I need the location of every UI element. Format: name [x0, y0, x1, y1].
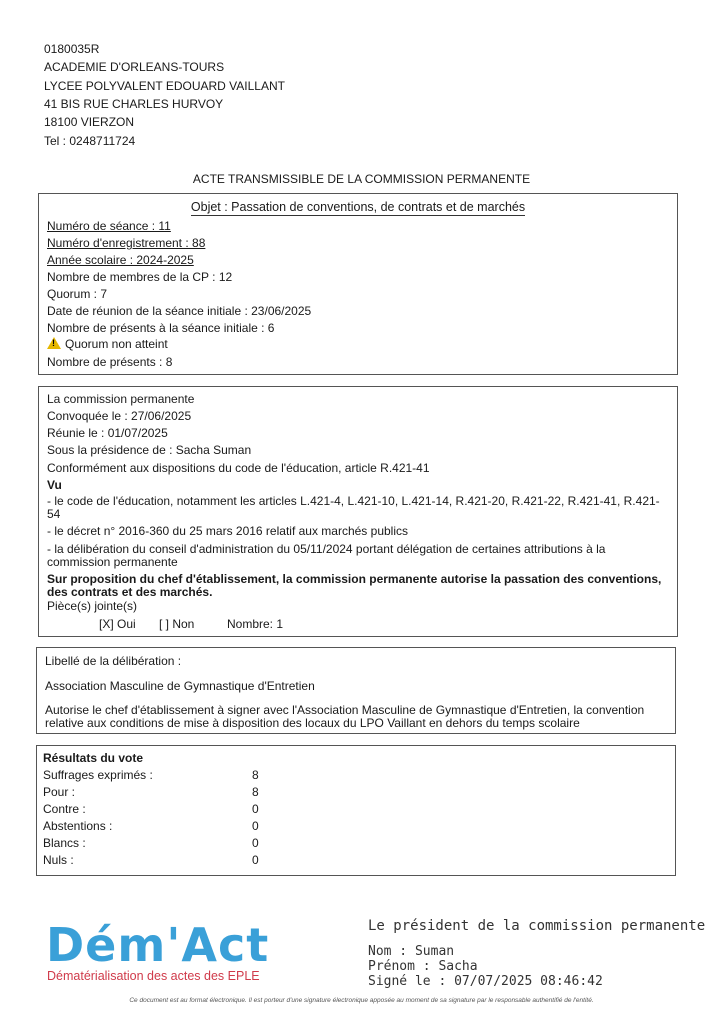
- vote-title: Résultats du vote: [43, 751, 144, 765]
- demact-tagline: Dématérialisation des actes des EPLE: [47, 969, 260, 983]
- vu-item: - la délibération du conseil d'administration du 05/11/2024 portant délégation de certaines attributions à la commission permanente: [47, 542, 606, 569]
- vu-heading: Vu: [47, 478, 62, 492]
- convened-date: Convoquée le : 27/06/2025: [47, 409, 192, 423]
- deliberation-text: Autorise le chef d'établissement à signer avec l'Association Masculine de Gymnastique d'Entretien, la convention relative aux conditions de mise à disposition des locaux du LPO Vaillant en dehors du temps scolaire: [45, 703, 645, 730]
- attachments-no: [ ] Non: [159, 617, 195, 631]
- attachments-count: Nombre: 1: [227, 617, 284, 631]
- signatory-firstname: Prénom : Sacha: [368, 959, 478, 974]
- quorum-warning: [47, 337, 168, 351]
- member-count: Nombre de membres de la CP : 12: [47, 270, 233, 284]
- attachments-label: Pièce(s) jointe(s): [47, 599, 138, 613]
- association-name: Association Masculine de Gymnastique d'Entretien: [45, 679, 315, 693]
- school-name: LYCEE POLYVALENT EDOUARD VAILLANT: [44, 79, 285, 93]
- school-phone: Tel : 0248711724: [44, 134, 136, 148]
- registration-number: Numéro d'enregistrement : 88: [47, 236, 206, 250]
- vote-value: 0: [252, 853, 259, 867]
- legal-basis: Conformément aux dispositions du code de l'éducation, article R.421-41: [47, 461, 430, 475]
- school-street: 41 BIS RUE CHARLES HURVOY: [44, 97, 224, 111]
- signature-date: Signé le : 07/07/2025 08:46:42: [368, 974, 603, 989]
- commission-title: La commission permanente: [47, 392, 195, 406]
- vote-label: Suffrages exprimés :: [43, 768, 153, 782]
- initial-meeting-date: Date de réunion de la séance initiale : 23/06/2025: [47, 304, 312, 318]
- school-city: 18100 VIERZON: [44, 115, 135, 129]
- vote-box: [36, 745, 676, 876]
- initial-present-count: Nombre de présents à la séance initiale : 6: [47, 321, 275, 335]
- school-year: Année scolaire : 2024-2025: [47, 253, 194, 267]
- vote-value: 8: [252, 785, 259, 799]
- vote-label: Pour :: [43, 785, 76, 799]
- present-count: Nombre de présents : 8: [47, 355, 173, 369]
- session-box: [38, 193, 678, 375]
- proposition-text: Sur proposition du chef d'établissement, la commission permanente autorise la passation des conventions, des contrats et des marchés.: [47, 572, 662, 599]
- vu-item: - le décret n° 2016-360 du 25 mars 2016 relatif aux marchés publics: [47, 524, 408, 538]
- objet-text: Objet : Passation de conventions, de contrats et de marchés: [190, 200, 526, 214]
- deliberation-label: Libellé de la délibération :: [45, 654, 182, 668]
- vote-label: Contre :: [43, 802, 86, 816]
- vote-label: Abstentions :: [43, 819, 113, 833]
- session-number: Numéro de séance : 11: [47, 219, 171, 233]
- vote-label: Nuls :: [43, 853, 74, 867]
- signature-title: Le président de la commission permanente: [368, 918, 706, 934]
- vote-label: Blancs :: [43, 836, 86, 850]
- vote-value: 0: [252, 819, 259, 833]
- objet-heading: [39, 200, 677, 214]
- demact-logo: Dém'Act: [46, 918, 270, 972]
- vote-value: 0: [252, 802, 259, 816]
- vote-value: 8: [252, 768, 259, 782]
- quorum: Quorum : 7: [47, 287, 108, 301]
- vote-value: 0: [252, 836, 259, 850]
- document-title: ACTE TRANSMISSIBLE DE LA COMMISSION PERMANENTE: [192, 172, 531, 186]
- commission-box: [38, 386, 678, 637]
- quorum-warning-text: Quorum non atteint: [65, 337, 168, 351]
- deliberation-box: [36, 647, 676, 734]
- meeting-date: Réunie le : 01/07/2025: [47, 426, 168, 440]
- academy-name: ACADEMIE D'ORLEANS-TOURS: [44, 60, 225, 74]
- presidency: Sous la présidence de : Sacha Suman: [47, 443, 252, 457]
- signatory-name: Nom : Suman: [368, 944, 455, 959]
- footer-notice: Ce document est au format électronique. Il est porteur d'une signature électronique apposée au moment de sa signature par le responsable authentifié de l'entité.: [129, 997, 594, 1004]
- vu-item: - le code de l'éducation, notamment les articles L.421-4, L.421-10, L.421-14, R.421-20, R.421-22, R.421-41, R.421-54: [47, 494, 660, 521]
- warning-icon: [47, 337, 61, 349]
- attachments-yes: [X] Oui: [99, 617, 136, 631]
- establishment-code: 0180035R: [44, 42, 100, 56]
